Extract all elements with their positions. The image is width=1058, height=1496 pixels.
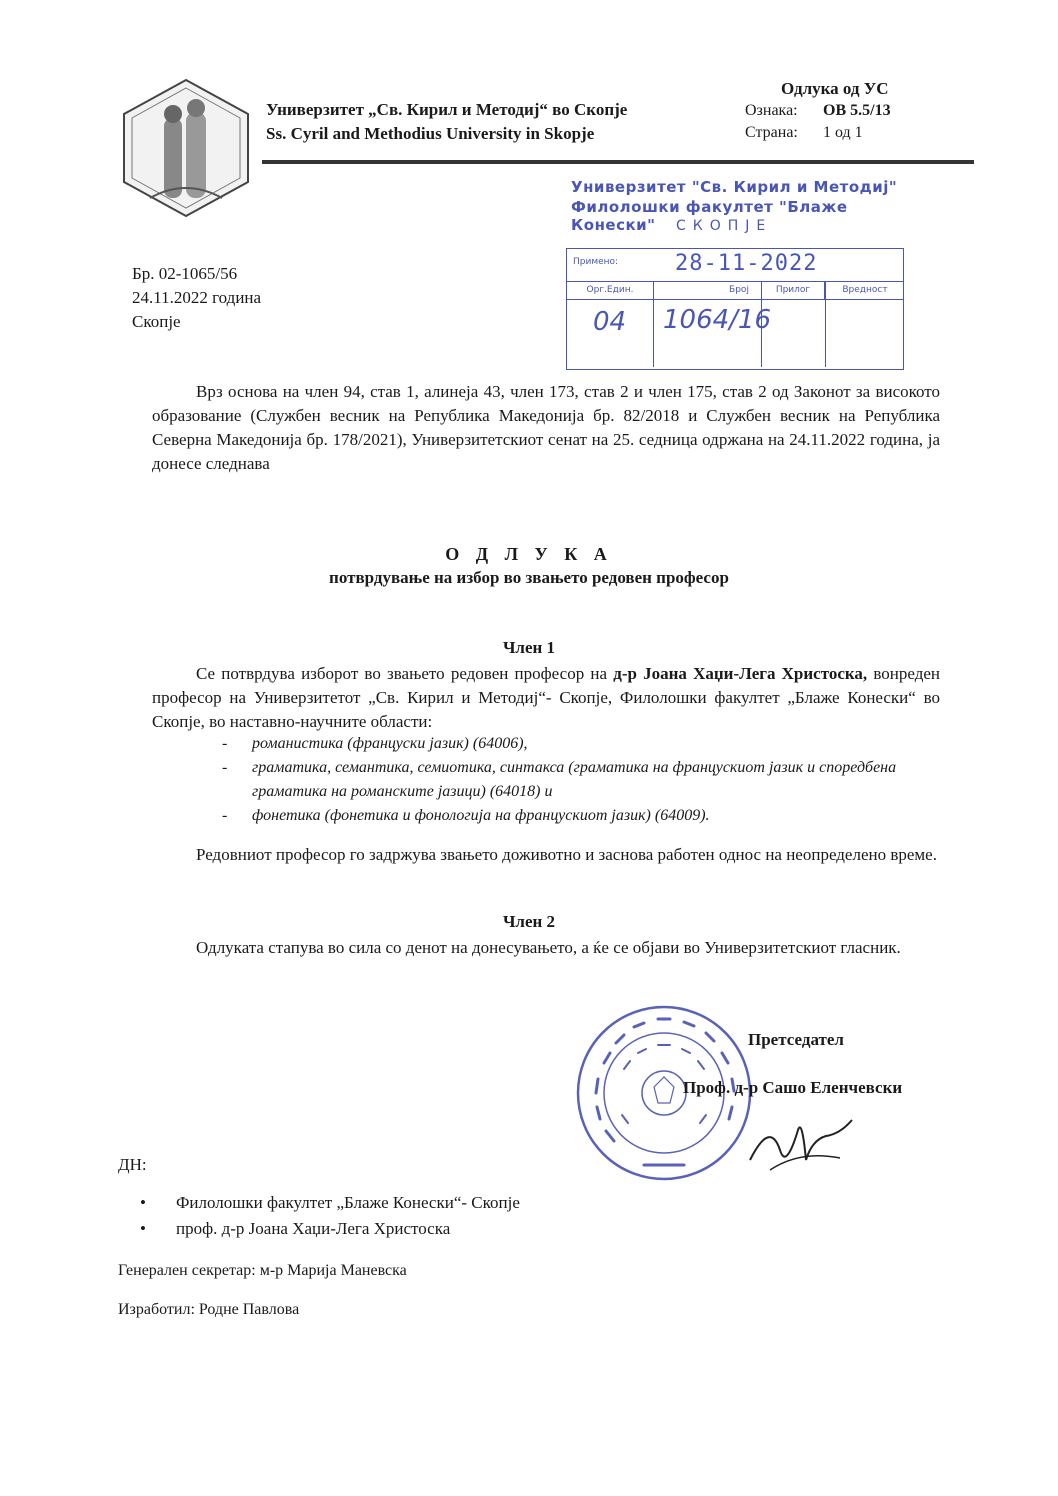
- recipient: проф. д-р Јоана Хаџи-Лега Христоска: [176, 1219, 451, 1238]
- prepared-by: Изработил: Родне Павлова: [118, 1301, 300, 1318]
- list-dash: -: [222, 759, 228, 776]
- stamp-line-university: Универзитет "Св. Кирил и Методиј": [571, 178, 898, 196]
- list-dash: -: [222, 735, 228, 752]
- reference-city: Скопје: [132, 312, 181, 331]
- stamp-col-org: Орг.Един.: [567, 281, 654, 299]
- stamp-number: 1064/16: [663, 305, 772, 335]
- document-type: Одлука од УС: [781, 79, 889, 98]
- handwritten-signature: [740, 1100, 860, 1180]
- university-logo: [120, 78, 252, 218]
- article1-heading: Член 1: [502, 638, 556, 657]
- distribution-label: ДН:: [118, 1155, 147, 1174]
- signatory-role: Претседател: [748, 1030, 844, 1049]
- field-text: граматика, семантика, семиотика, синтакса (граматика на францускиот јазик и споредбена граматика на романските јазици) (64018) и: [252, 759, 897, 800]
- stamp-divider: [825, 281, 826, 367]
- list-item: [140, 1190, 520, 1216]
- code-value: ОВ 5.5/13: [823, 102, 891, 119]
- article1-body: [152, 662, 940, 734]
- stamp-col-number: Број: [654, 281, 825, 299]
- list-item: [140, 1216, 520, 1242]
- article1-closing: Редовниот професор го задржува звањето доживотно и заснова работен однос на неопределено време.: [196, 845, 937, 864]
- code-label: Ознака:: [745, 102, 798, 119]
- stamp-line-faculty: Филолошки факултет "Блаже Конески": [571, 198, 848, 234]
- signatory-name: Проф. д-р Сашо Еленчевски: [683, 1078, 903, 1097]
- field-text: фонетика (фонетика и фонологија на францускиот јазик) (64009).: [252, 807, 710, 824]
- page-label: Страна:: [745, 124, 798, 141]
- header-divider: [262, 160, 974, 164]
- university-name: [266, 98, 627, 146]
- article2-text: Одлуката стапува во сила со денот на донесувањето, а ќе се објави во Универзитетскиот гласник.: [196, 938, 901, 957]
- stamp-col-attachment: Прилог: [761, 281, 824, 299]
- list-dash: -: [222, 807, 228, 824]
- university-name-en: Ss. Cyril and Methodius University in Skopje: [266, 124, 595, 143]
- stamp-received-label: Примено:: [573, 257, 619, 267]
- article1-fields: [222, 732, 942, 828]
- article1-text-before: Се потврдува изборот во звањето редовен професор на: [196, 664, 614, 683]
- reference-block: [132, 262, 261, 334]
- stamp-received-date: 28-11-2022: [675, 251, 818, 276]
- decision-title: О Д Л У К А: [445, 544, 613, 564]
- list-item: [222, 804, 942, 828]
- article1-person: д-р Јоана Хаџи-Лега Христоска,: [613, 664, 868, 683]
- university-name-mk: Универзитет „Св. Кирил и Методиј“ во Скопје: [266, 100, 628, 119]
- bullet: •: [140, 1219, 146, 1238]
- document-meta: [745, 78, 891, 144]
- page-value: 1 од 1: [823, 124, 863, 141]
- preamble: Врз основа на член 94, став 1, алинеја 43, член 173, став 2 и член 175, став 2 од Законот за високото образование (Службен весник на Република Македонија бр. 82/2018 и Службен весник на Република Северна Македонија бр. 178/2021), Универзитетскиот сенат на 25. седница одржана на 24.11.2022 година, ја донесе следнава: [152, 382, 940, 473]
- reference-number: Бр. 02-1065/56: [132, 264, 238, 283]
- registration-stamp: [563, 178, 908, 368]
- article2-heading: Член 2: [502, 912, 556, 931]
- article1-text-after: вонреден професор на Универзитетот „Св. Кирил и Методиј“- Скопје, Филолошки факултет „Блаже Конески“ во Скопје, во наставно-научните области:: [152, 664, 940, 731]
- stamp-divider: [653, 281, 654, 367]
- general-secretary: Генерален секретар: м-р Марија Маневска: [118, 1262, 407, 1279]
- distribution-list: [140, 1190, 520, 1242]
- stamp-row-headers: [567, 281, 903, 300]
- stamp-table: [566, 248, 904, 370]
- list-item: [222, 732, 942, 756]
- stamp-col-value: Вредност: [825, 281, 904, 299]
- list-item: [222, 756, 942, 804]
- bullet: •: [140, 1193, 146, 1212]
- field-text: романистика (француски јазик) (64006),: [252, 735, 528, 752]
- recipient: Филолошки факултет „Блаже Конески“- Скопје: [176, 1193, 520, 1212]
- stamp-city: СКОПЈЕ: [676, 218, 773, 234]
- stamp-row-received: [567, 249, 903, 282]
- decision-subtitle: потврдување на избор во звањето редовен професор: [329, 568, 729, 587]
- stamp-org-unit: 04: [593, 307, 627, 337]
- reference-date: 24.11.2022 година: [132, 288, 262, 307]
